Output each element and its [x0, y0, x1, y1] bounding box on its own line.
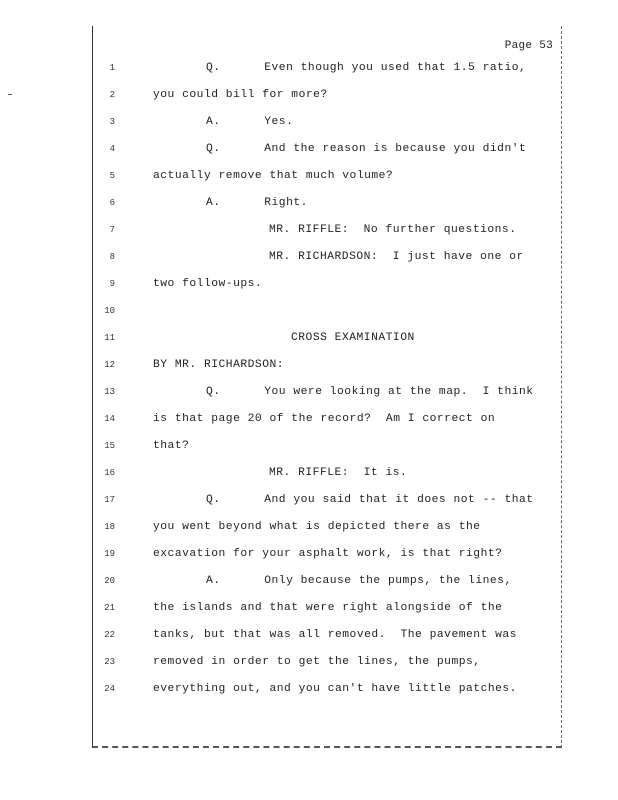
line-number: 24: [104, 684, 115, 694]
line-text: actually remove that much volume?: [153, 170, 394, 182]
line-text: everything out, and you can't have little patches.: [153, 683, 517, 695]
line-number: 23: [104, 657, 115, 667]
transcript-line-20: [93, 573, 561, 589]
line-number: 7: [109, 225, 115, 235]
line-number: 11: [104, 333, 115, 343]
scan-speck: [8, 94, 12, 95]
transcript-line-4: [93, 141, 561, 157]
line-number: 9: [109, 279, 115, 289]
line-number: 22: [104, 630, 115, 640]
line-text: you went beyond what is depicted there as the: [153, 521, 481, 533]
transcript-line-21: [93, 600, 561, 616]
line-text: MR. RIFFLE: It is.: [269, 467, 408, 479]
line-text: the islands and that were right alongside of the: [153, 602, 503, 614]
line-number: 5: [109, 171, 115, 181]
transcript-line-17: [93, 492, 561, 508]
transcript-line-6: [93, 195, 561, 211]
transcript-line-18: [93, 519, 561, 535]
transcript-line-8: [93, 249, 561, 265]
line-text: A. Only because the pumps, the lines,: [206, 575, 512, 587]
line-text: Q. And you said that it does not -- that: [206, 494, 534, 506]
line-text: Q. Even though you used that 1.5 ratio,: [206, 62, 527, 74]
transcript-line-15: [93, 438, 561, 454]
transcript-line-12: [93, 357, 561, 373]
line-number: 2: [109, 90, 115, 100]
line-number: 15: [104, 441, 115, 451]
line-text: two follow-ups.: [153, 278, 263, 290]
line-number: 1: [109, 63, 115, 73]
transcript-line-2: [93, 87, 561, 103]
line-text: A. Yes.: [206, 116, 294, 128]
line-number: 18: [104, 522, 115, 532]
transcript-line-10: [93, 303, 561, 319]
line-number: 4: [109, 144, 115, 154]
transcript-line-13: [93, 384, 561, 400]
transcript-line-22: [93, 627, 561, 643]
section-heading: CROSS EXAMINATION: [291, 332, 415, 344]
line-number: 16: [104, 468, 115, 478]
transcript-line-16: [93, 465, 561, 481]
transcript-page: [92, 26, 562, 748]
line-number: 21: [104, 603, 115, 613]
transcript-line-11: [93, 330, 561, 346]
transcript-line-9: [93, 276, 561, 292]
line-number: 10: [104, 306, 115, 316]
line-text: that?: [153, 440, 190, 452]
line-number: 3: [109, 117, 115, 127]
transcript-line-14: [93, 411, 561, 427]
line-text: removed in order to get the lines, the pumps,: [153, 656, 481, 668]
transcript-line-7: [93, 222, 561, 238]
line-number: 6: [109, 198, 115, 208]
line-number: 17: [104, 495, 115, 505]
line-number: 19: [104, 549, 115, 559]
line-text: is that page 20 of the record? Am I correct on: [153, 413, 496, 425]
transcript-line-1: [93, 60, 561, 76]
line-number: 8: [109, 252, 115, 262]
page-number: Page 53: [504, 40, 553, 52]
transcript-line-23: [93, 654, 561, 670]
line-text: MR. RICHARDSON: I just have one or: [269, 251, 524, 263]
line-text: Q. And the reason is because you didn't: [206, 143, 527, 155]
line-text: tanks, but that was all removed. The pavement was: [153, 629, 517, 641]
line-text: MR. RIFFLE: No further questions.: [269, 224, 517, 236]
line-text: excavation for your asphalt work, is that right?: [153, 548, 503, 560]
line-number: 13: [104, 387, 115, 397]
line-text: BY MR. RICHARDSON:: [153, 359, 285, 371]
transcript-line-19: [93, 546, 561, 562]
line-text: A. Right.: [206, 197, 308, 209]
line-text: you could bill for more?: [153, 89, 328, 101]
transcript-line-5: [93, 168, 561, 184]
line-text: Q. You were looking at the map. I think: [206, 386, 534, 398]
transcript-line-3: [93, 114, 561, 130]
line-number: 20: [104, 576, 115, 586]
line-number: 12: [104, 360, 115, 370]
transcript-line-24: [93, 681, 561, 697]
line-number: 14: [104, 414, 115, 424]
